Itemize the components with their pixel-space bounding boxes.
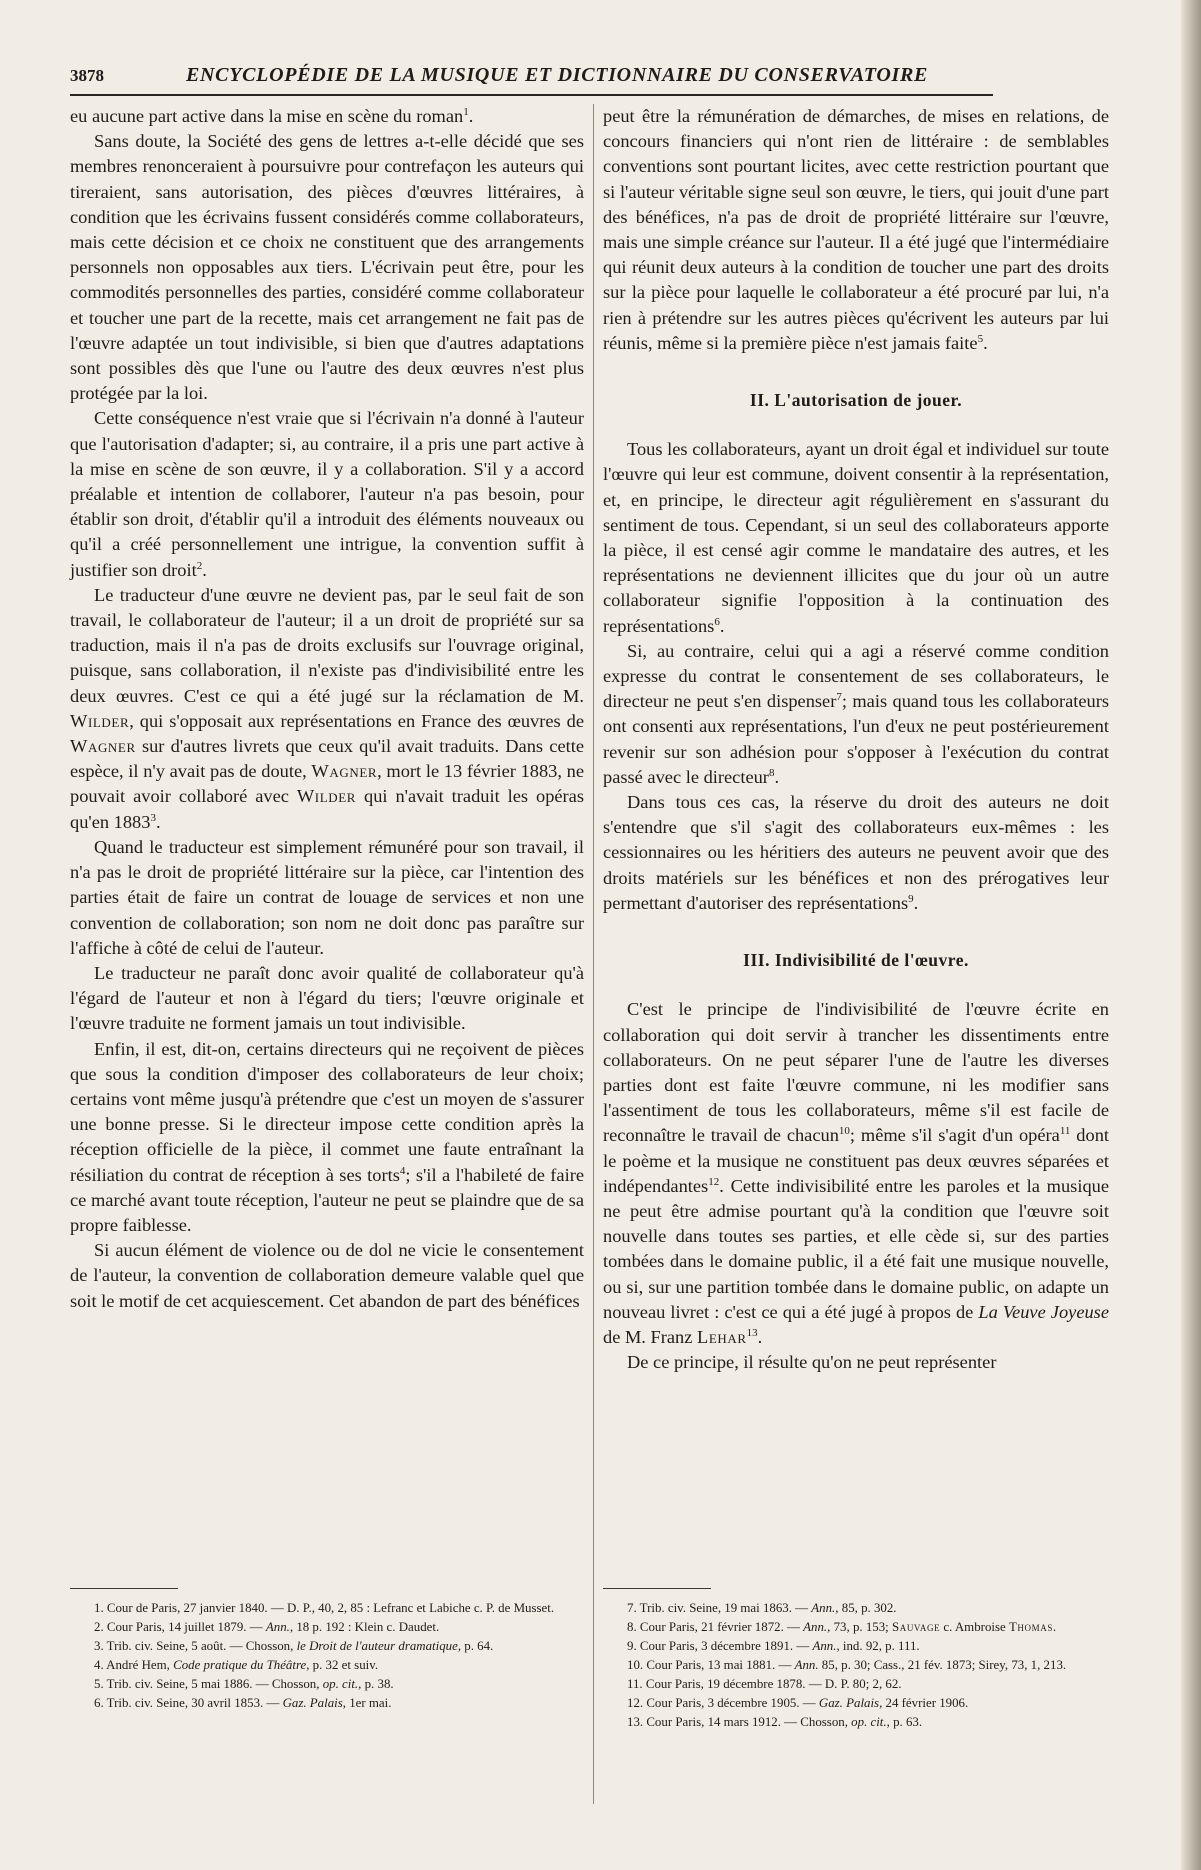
text-run: ; même s'il s'agit d'un opéra: [849, 1125, 1060, 1146]
footnote: [603, 1675, 1109, 1693]
text-run: , ind. 92, p. 111.: [836, 1639, 920, 1653]
text-run: .: [468, 106, 474, 126]
footnote-reference: 10: [838, 1125, 850, 1138]
text-run: Le traducteur ne paraît donc avoir qualité de collaborateur qu'à l'égard de l'auteur et non à l'égard du tiers; l'œuvre originale et l'œuvre traduite ne forment jamais un tout indivisible.: [70, 962, 584, 1034]
column-divider: [593, 104, 594, 1804]
text-run: .: [719, 615, 725, 636]
text-run: 1. Cour de Paris, 27 janvier 1840. — D. P., 40, 2, 85 : Lefranc et Labiche c. P. de Musset.: [94, 1601, 555, 1615]
proper-name: Lehar: [696, 1326, 747, 1347]
footnote: [70, 1637, 584, 1655]
footnote-list-right: [603, 1599, 1109, 1731]
text-run: 3. Trib. civ. Seine, 5 août. — Chosson,: [94, 1639, 297, 1653]
text-run: , p. 38.: [358, 1677, 394, 1691]
footnote-rule: [70, 1588, 178, 1589]
paragraph: [603, 104, 1109, 356]
italic-text: Gaz. Palais: [818, 1696, 880, 1710]
footnote-reference: 2: [196, 559, 203, 572]
footnotes-right: [603, 1588, 1109, 1732]
footnote: [70, 1694, 584, 1712]
footnote-reference: 8: [768, 766, 775, 779]
proper-name: Wagner: [70, 736, 136, 757]
text-run: .: [913, 892, 919, 913]
footnote-reference: 4: [399, 1164, 406, 1177]
paragraph: [70, 1037, 584, 1239]
paragraph: [70, 835, 584, 961]
footnote: [603, 1637, 1109, 1655]
proper-name: Wilder: [70, 710, 130, 731]
text-run: 85, p. 30; Cass., 21 fév. 1873; Sirey, 73, 1, 213.: [818, 1658, 1067, 1672]
page-number: 3878: [70, 66, 104, 85]
paragraph: [70, 961, 584, 1037]
page-header: [70, 64, 993, 96]
footnote-reference: 12: [708, 1175, 720, 1188]
text-run: 7. Trib. civ. Seine, 19 mai 1863. —: [627, 1601, 812, 1615]
text-run: .: [983, 332, 988, 353]
footnote: [70, 1656, 584, 1674]
text-run: qui n'avait traduit les opéras qu'en 1883: [70, 786, 584, 832]
footnote-reference: 3: [150, 811, 156, 824]
footnote: [70, 1675, 584, 1693]
text-run: Si, au contraire, celui qui a agi a réservé comme condition expresse du contrat le consentement de ses collaborateurs, le directeur ne peut s'en dispenser: [603, 640, 1109, 712]
italic-text: op. cit.: [322, 1677, 359, 1691]
text-run: Si aucun élément de violence ou de dol ne vicie le consentement de l'auteur, la convention de collaboration demeure valable quel que soit le motif de cet acquiescement. Cet abandon de part des bénéfices: [70, 1240, 584, 1311]
footnote: [603, 1694, 1109, 1712]
text-run: De ce principe, il résulte qu'on ne peut représenter: [627, 1352, 997, 1373]
page-edge-shadow: [1181, 0, 1201, 1870]
text-run: 4. André Hem,: [94, 1658, 174, 1672]
text-run: 12. Cour Paris, 3 décembre 1905. —: [627, 1696, 819, 1710]
text-run: , mort le 13 février 1883, ne pouvait avoir collaboré avec: [70, 761, 584, 807]
footnote-reference: 5: [977, 332, 984, 345]
footnotes-left: [70, 1588, 584, 1713]
footnote-reference: 9: [908, 892, 914, 905]
text-run: .: [202, 559, 207, 580]
italic-text: Gaz. Palais: [282, 1696, 343, 1710]
text-run: de M. Franz: [603, 1326, 697, 1347]
italic-text: La Veuve Joyeuse: [978, 1301, 1110, 1322]
text-run: Dans tous ces cas, la réserve du droit des auteurs ne doit s'entendre que s'il s'agit des collaborateurs eux-mêmes : les cessionnaires ou les héritiers des auteurs ne peuvent avoir que des droits matériels sur les bénéfices et non des prérogatives leur permettant d'autoriser des représentations: [603, 792, 1109, 913]
paragraph: [70, 583, 584, 835]
footnote: [603, 1618, 1109, 1636]
text-run: Tous les collaborateurs, ayant un droit égal et individuel sur toute l'œuvre qui leur est commune, doivent consentir à la représentation, et, en principe, le directeur agit régulièrement en s'assurant du sentiment de tous. Cependant, si un seul des collaborateurs apporte la pièce, il est censé agir comme le mandataire des autres, et les représentations ne deviennent illicites que du jour où un autre collaborateur signifie l'opposition à la continuation des représentations: [603, 439, 1109, 636]
paragraph: [603, 437, 1109, 639]
text-run: 2. Cour Paris, 14 juillet 1879. —: [94, 1620, 266, 1634]
text-run: 8. Cour Paris, 21 février 1872. —: [627, 1620, 804, 1634]
footnote-rule: [603, 1588, 711, 1589]
italic-text: Ann.: [265, 1620, 290, 1634]
footnote-reference: 7: [836, 691, 842, 704]
text-run: ; mais quand tous les collaborateurs ont consenti aux représentations, l'un d'eux ne peut postérieurement revenir sur son adhésion pour s'opposer à l'exécution du contrat passé avec le directeur: [603, 691, 1109, 787]
text-run: . Cette indivisibilité entre les paroles et la musique ne peut être admise pourtant qu'à la condition que l'œuvre soit nouvelle dans toutes ses parties, et elle cède si, sur des parties tombées dans le domaine public, il a été fait une musique nouvelle, ou si, sur une partition tombée dans le domaine public, on adapte un nouveau livret : c'est ce qui a été jugé à propos de: [603, 1175, 1109, 1322]
text-run: .: [1052, 1620, 1057, 1634]
footnote: [70, 1618, 584, 1636]
footnote-reference: 13: [746, 1326, 758, 1339]
text-run: , 18 p. 192 : Klein c. Daudet.: [289, 1620, 440, 1634]
italic-text: Ann.: [803, 1620, 828, 1634]
paragraph: [70, 1238, 584, 1314]
text-run: .: [774, 766, 780, 787]
italic-text: op. cit.: [851, 1715, 887, 1729]
footnote: [603, 1656, 1109, 1674]
footnote-reference: 6: [714, 615, 720, 628]
text-run: 10. Cour Paris, 13 mai 1881. —: [627, 1658, 795, 1672]
text-run: Sans doute, la Société des gens de lettres a-t-elle décidé que ses membres renonceraient à poursuivre pour contrefaçon les auteurs qui tireraient, sans autorisation, des pièces d'œuvres littéraires, à condition que les écrivains fussent considérés comme collaborateurs, mais cette décision et ce choix ne constituent que des arrangements personnels non opposables aux tiers. L'écrivain peut être, pour les commodités personnelles des parties, considéré comme collaborateur et toucher une part de la recette, mais cet arrangement ne fait pas de l'œuvre adaptée un tout indivisible, si bien que d'autres adaptations sont possibles dès que l'une ou l'autre des deux œuvres n'est plus protégée par la loi.: [70, 131, 584, 404]
footnote-reference: 11: [1059, 1125, 1071, 1138]
text-run: c. Ambroise: [940, 1620, 1009, 1634]
text-run: 13. Cour Paris, 14 mars 1912. — Chosson,: [627, 1715, 852, 1729]
text-run: , 1er mai.: [342, 1696, 392, 1710]
text-run: , 24 février 1906.: [879, 1696, 969, 1710]
text-run: Quand le traducteur est simplement rémunéré pour son travail, il n'a pas le droit de propriété littéraire sur la pièce, car l'intention des parties était de faire un contrat de louage de services et non une convention de collaboration; son nom ne doit donc pas paraître sur l'affiche à côté de celui de l'auteur.: [70, 836, 584, 958]
italic-text: Ann.: [812, 1639, 837, 1653]
footnote-list-left: [70, 1599, 584, 1712]
text-run: Enfin, il est, dit-on, certains directeurs qui ne reçoivent de pièces que sous la condition d'imposer des collaborateurs de leur choix; certains vont même jusqu'à prétendre que c'est un moyen de s'assurer une bonne presse. Si le directeur impose cette condition après la réception officielle de la pièce, il commet une faute entraînant la résiliation du contrat de réception à ses torts: [70, 1038, 584, 1185]
left-column: [70, 104, 584, 1314]
text-run: .: [155, 811, 161, 832]
text-run: , p. 32 et suiv.: [306, 1658, 379, 1672]
text-run: 9. Cour Paris, 3 décembre 1891. —: [627, 1639, 813, 1653]
paragraph: [70, 104, 584, 129]
paragraph: [603, 790, 1109, 916]
paragraph: [70, 406, 584, 582]
text-run: dont le poème et la musique ne constituent pas deux œuvres séparées et indépendantes: [603, 1125, 1109, 1196]
footnote: [603, 1599, 1109, 1617]
italic-text: Code pratique du Théâtre: [173, 1658, 307, 1672]
italic-text: Ann.: [794, 1658, 819, 1672]
proper-name: Wagner: [311, 761, 378, 782]
text-run: , p. 64.: [457, 1639, 494, 1653]
text-run: Cette conséquence n'est vraie que si l'écrivain n'a donné à l'auteur que l'autorisation d'adapter; si, au contraire, il a pris une part active à la mise en scène de son œuvre, il y a collaboration. S'il y a accord préalable et intention de collaborer, l'auteur n'a pas besoin, pour établir son droit, d'établir qu'il a introduit des éléments nouveaux ou qu'il a créé personnellement une intrigue, la convention suffit à justifier son droit: [70, 408, 584, 580]
text-run: , 85, p. 302.: [835, 1601, 897, 1615]
footnote: [603, 1713, 1109, 1731]
proper-name: Thomas: [1008, 1620, 1053, 1634]
text-run: , qui s'opposait aux représentations en France des œuvres de: [129, 710, 584, 731]
paragraph: [70, 129, 584, 406]
italic-text: le Droit de l'auteur dramatique: [296, 1639, 458, 1653]
paragraph: [603, 1350, 1109, 1375]
paragraph: [603, 639, 1109, 790]
text-run: .: [757, 1326, 763, 1347]
text-run: ; s'il a l'habileté de faire ce marché avant toute réception, l'auteur ne peut se plaindre que de sa propre faiblesse.: [70, 1164, 584, 1235]
text-run: C'est le principe de l'indivisibilité de l'œuvre écrite en collaboration qui doit servir à trancher les dissentiments entre collaborateurs. On ne peut séparer l'une de l'autre les diverses parties dont est faite l'œuvre commune, ni les modifier sans l'assentiment de tous les collaborateurs, même s'il est facile de reconnaître le travail de chacun: [603, 999, 1109, 1146]
right-column: [603, 104, 1109, 1375]
text-run: , p. 63.: [886, 1715, 923, 1729]
italic-text: Ann.: [811, 1601, 836, 1615]
paragraph: [603, 997, 1109, 1350]
text-run: , 73, p. 153;: [827, 1620, 892, 1634]
text-run: 5. Trib. civ. Seine, 5 mai 1886. — Chosson,: [94, 1677, 323, 1691]
text-run: sur d'autres livrets que ceux qu'il avait traduits. Dans cette espèce, il n'y avait pas de doute,: [70, 736, 584, 782]
running-title: ENCYCLOPÉDIE DE LA MUSIQUE ET DICTIONNAIRE DU CONSERVATOIRE: [186, 64, 929, 86]
footnote-reference: 1: [463, 105, 469, 118]
text-run: peut être la rémunération de démarches, de mises en relations, de concours financiers qui n'ont rien de littéraire : de semblables conventions sont pourtant licites, avec cette restriction pourtant que si l'auteur véritable signe seul son œuvre, le tiers, qui jouit d'une part des bénéfices, n'a pas de droit de propriété littéraire sur l'œuvre, mais une simple créance sur l'auteur. Il a été jugé que l'intermédiaire qui réunit deux auteurs à la condition de toucher une part des droits sur la pièce pour laquelle le collaborateur a été procuré par lui, n'a rien à prétendre sur les autres pièces qu'écrivent les auteurs par lui réunis, même si la première pièce n'est jamais faite: [603, 106, 1109, 353]
section-heading: II. L'autorisation de jouer.: [749, 390, 963, 411]
proper-name: Sauvage: [891, 1620, 941, 1634]
footnote: [70, 1599, 584, 1617]
proper-name: Wilder: [296, 786, 357, 807]
section-heading: III. Indivisibilité de l'œuvre.: [743, 950, 969, 971]
text-run: 11. Cour Paris, 19 décembre 1878. — D. P. 80; 2, 62.: [627, 1677, 902, 1691]
text-run: Le traducteur d'une œuvre ne devient pas, par le seul fait de son travail, le collaborateur de l'auteur; il a un droit de propriété sur sa traduction, mais il n'a pas de droits exclusifs sur l'ouvrage original, puisque, sans collaboration, il n'existe pas d'indivisibilité entre les deux œuvres. C'est ce qui a été jugé sur la réclamation de M.: [70, 584, 584, 706]
text-run: eu aucune part active dans la mise en scène du roman: [70, 106, 464, 126]
text-run: 6. Trib. civ. Seine, 30 avril 1853. —: [94, 1696, 283, 1710]
